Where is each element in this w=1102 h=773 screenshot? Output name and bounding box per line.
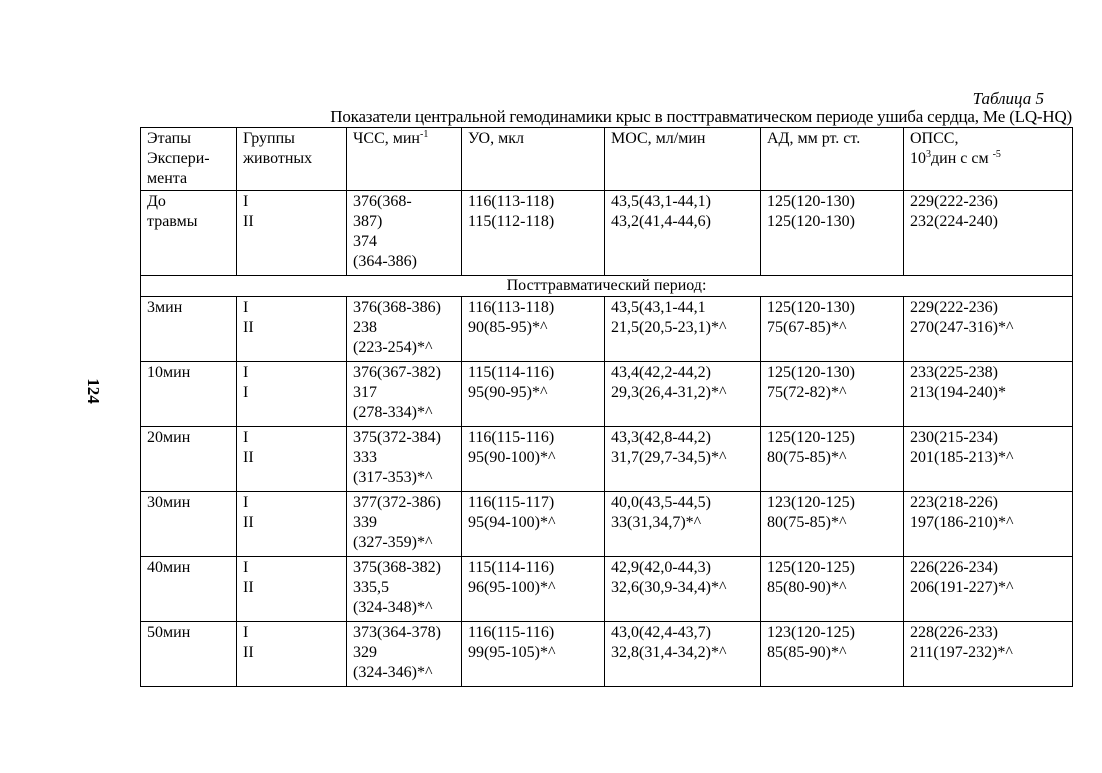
unit-base: 10 xyxy=(910,150,926,167)
cell-line: 80(75-85)*^ xyxy=(767,514,847,531)
cell-line: 40,0(43,5-44,5) xyxy=(611,494,711,511)
cell-line: I xyxy=(243,624,249,641)
cell-stage xyxy=(141,191,237,276)
cell-line: I xyxy=(243,299,249,316)
cell-heart-rate xyxy=(347,622,462,687)
cell-line: 29,3(26,4-31,2)*^ xyxy=(611,384,727,401)
cell-line: 43,0(42,4-43,7) xyxy=(611,624,711,641)
cell-line: 375(368-382) xyxy=(353,559,441,576)
cell-line: 95(94-100)*^ xyxy=(468,514,556,531)
cell-line: 115(114-116) xyxy=(468,559,555,576)
cell-line: I xyxy=(243,494,249,511)
cell-line: 375(372-384) xyxy=(353,429,441,446)
cell-group xyxy=(237,362,347,427)
cell-line: II xyxy=(243,213,254,230)
cell-heart-rate xyxy=(347,297,462,362)
cell-heart-rate xyxy=(347,191,462,276)
cell-line: 43,5(43,1-44,1) xyxy=(611,193,711,210)
cell-line: 197(186-210)*^ xyxy=(910,514,1014,531)
unit-exponent: -5 xyxy=(992,149,1001,160)
cell-blood-pressure xyxy=(761,191,904,276)
cell-line: 30мин xyxy=(147,494,191,511)
header-minute-volume-label: МОС, мл/мин xyxy=(611,130,706,147)
cell-heart-rate xyxy=(347,492,462,557)
cell-line: 116(113-118) xyxy=(468,299,555,316)
cell-group xyxy=(237,297,347,362)
cell-line: (278-334)*^ xyxy=(353,404,433,421)
cell-line: 116(115-117) xyxy=(468,494,555,511)
header-group-line: животных xyxy=(243,150,313,167)
header-stroke-volume xyxy=(462,128,605,191)
cell-line: 85(85-90)*^ xyxy=(767,644,847,661)
cell-line: 125(120-130) xyxy=(767,193,855,210)
cell-line: 228(226-233) xyxy=(910,624,998,641)
cell-blood-pressure xyxy=(761,427,904,492)
cell-stroke-volume xyxy=(462,622,605,687)
cell-line: (324-346)*^ xyxy=(353,664,433,681)
table-header xyxy=(141,128,1073,191)
cell-line: 33(31,34,7)*^ xyxy=(611,514,702,531)
cell-line: I xyxy=(243,364,249,381)
cell-line: I xyxy=(243,429,249,446)
cell-stage xyxy=(141,622,237,687)
header-blood-pressure xyxy=(761,128,904,191)
cell-stage xyxy=(141,557,237,622)
cell-group xyxy=(237,492,347,557)
cell-vascular-resistance xyxy=(904,622,1073,687)
cell-line: 20мин xyxy=(147,429,191,446)
table-row xyxy=(141,492,1073,557)
cell-vascular-resistance xyxy=(904,492,1073,557)
cell-line: 99(95-105)*^ xyxy=(468,644,556,661)
cell-group xyxy=(237,191,347,276)
cell-line: 123(120-125) xyxy=(767,494,855,511)
cell-line: 238 xyxy=(353,319,377,336)
cell-line: 376(368-386) xyxy=(353,299,441,316)
cell-line: 21,5(20,5-23,1)*^ xyxy=(611,319,727,336)
cell-line: 115(114-116) xyxy=(468,364,555,381)
table-row xyxy=(141,297,1073,362)
cell-line: 125(120-130) xyxy=(767,213,855,230)
cell-line: 226(226-234) xyxy=(910,559,998,576)
cell-line: 232(224-240) xyxy=(910,213,998,230)
header-heart-rate-label: ЧСС, мин xyxy=(353,130,420,147)
cell-line: 125(120-125) xyxy=(767,559,855,576)
cell-blood-pressure xyxy=(761,557,904,622)
cell-line: (364-386) xyxy=(353,253,417,270)
cell-line: 95(90-95)*^ xyxy=(468,384,548,401)
cell-line: 270(247-316)*^ xyxy=(910,319,1014,336)
cell-group xyxy=(237,622,347,687)
cell-line: 32,8(31,4-34,2)*^ xyxy=(611,644,727,661)
header-blood-pressure-label: АД, мм рт. ст. xyxy=(767,130,861,147)
cell-line: I xyxy=(243,384,249,401)
cell-line: (327-359)*^ xyxy=(353,534,433,551)
page-number: 124 xyxy=(84,378,103,404)
cell-heart-rate xyxy=(347,427,462,492)
cell-stroke-volume xyxy=(462,297,605,362)
cell-line: 85(80-90)*^ xyxy=(767,579,847,596)
header-vascular-resistance-unit xyxy=(910,149,1068,169)
cell-line: 116(115-116) xyxy=(468,429,555,446)
cell-line: 43,4(42,2-44,2) xyxy=(611,364,711,381)
cell-line: 3мин xyxy=(147,299,183,316)
header-stroke-volume-label: УО, мкл xyxy=(468,130,524,147)
header-vascular-resistance xyxy=(904,128,1073,191)
cell-line: (324-348)*^ xyxy=(353,599,433,616)
cell-minute-volume xyxy=(605,362,761,427)
cell-line: 125(120-125) xyxy=(767,429,855,446)
table-row xyxy=(141,427,1073,492)
cell-blood-pressure xyxy=(761,362,904,427)
cell-line: 376(368- xyxy=(353,193,412,210)
cell-line: 229(222-236) xyxy=(910,299,998,316)
cell-line: II xyxy=(243,644,254,661)
header-stage xyxy=(141,128,237,191)
cell-vascular-resistance xyxy=(904,362,1073,427)
cell-blood-pressure xyxy=(761,297,904,362)
header-minute-volume xyxy=(605,128,761,191)
cell-line: 116(115-116) xyxy=(468,624,555,641)
cell-line: 206(191-227)*^ xyxy=(910,579,1014,596)
cell-minute-volume xyxy=(605,427,761,492)
header-stage-line: мента xyxy=(147,170,188,187)
cell-vascular-resistance xyxy=(904,191,1073,276)
table-row xyxy=(141,362,1073,427)
cell-minute-volume xyxy=(605,557,761,622)
cell-line: 233(225-238) xyxy=(910,364,998,381)
cell-line: I xyxy=(243,559,249,576)
cell-line: 116(113-118) xyxy=(468,193,555,210)
hemodynamics-table xyxy=(140,127,1073,687)
cell-heart-rate xyxy=(347,557,462,622)
cell-group xyxy=(237,557,347,622)
cell-line: 40мин xyxy=(147,559,191,576)
cell-stage xyxy=(141,362,237,427)
cell-line: I xyxy=(243,193,249,210)
cell-line: (317-353)*^ xyxy=(353,469,433,486)
cell-line: 32,6(30,9-34,4)*^ xyxy=(611,579,727,596)
cell-line: 95(90-100)*^ xyxy=(468,449,556,466)
cell-line: 80(75-85)*^ xyxy=(767,449,847,466)
cell-line: 123(120-125) xyxy=(767,624,855,641)
cell-line: 10мин xyxy=(147,364,191,381)
table-row xyxy=(141,191,1073,276)
cell-stroke-volume xyxy=(462,557,605,622)
cell-line: 75(67-85)*^ xyxy=(767,319,847,336)
cell-line: 43,2(41,4-44,6) xyxy=(611,213,711,230)
unit-text: дин с см xyxy=(931,150,989,167)
cell-blood-pressure xyxy=(761,492,904,557)
cell-stage xyxy=(141,427,237,492)
header-group xyxy=(237,128,347,191)
section-title: Посттравматический период: xyxy=(141,276,1073,297)
cell-line: II xyxy=(243,579,254,596)
cell-stroke-volume xyxy=(462,191,605,276)
cell-group xyxy=(237,427,347,492)
cell-stage xyxy=(141,492,237,557)
cell-line: 373(364-378) xyxy=(353,624,441,641)
header-group-line: Группы xyxy=(243,130,295,147)
cell-vascular-resistance xyxy=(904,297,1073,362)
cell-line: 125(120-130) xyxy=(767,299,855,316)
cell-heart-rate xyxy=(347,362,462,427)
cell-vascular-resistance xyxy=(904,427,1073,492)
cell-line: 333 xyxy=(353,449,377,466)
cell-line: 213(194-240)* xyxy=(910,384,1006,401)
table-caption: Показатели центральной гемодинамики крыс в посттравматическом периоде ушиба сердца, Me (LQ-HQ) xyxy=(330,107,1072,126)
cell-line: 75(72-82)*^ xyxy=(767,384,847,401)
cell-line: 387) xyxy=(353,213,383,230)
table-label: Таблица 5 xyxy=(972,89,1044,108)
cell-line: II xyxy=(243,449,254,466)
header-heart-rate-unit-exponent: -1 xyxy=(420,129,429,140)
cell-minute-volume xyxy=(605,492,761,557)
cell-line: II xyxy=(243,514,254,531)
cell-line: 377(372-386) xyxy=(353,494,441,511)
cell-line: 42,9(42,0-44,3) xyxy=(611,559,711,576)
cell-line: 339 xyxy=(353,514,377,531)
cell-minute-volume xyxy=(605,297,761,362)
cell-line: 31,7(29,7-34,5)*^ xyxy=(611,449,727,466)
header-stage-line: Экспери- xyxy=(147,150,210,167)
header-stage-line: Этапы xyxy=(147,130,191,147)
table-row xyxy=(141,622,1073,687)
cell-line: 90(85-95)*^ xyxy=(468,319,548,336)
cell-stroke-volume xyxy=(462,362,605,427)
cell-line: 335,5 xyxy=(353,579,389,596)
cell-minute-volume xyxy=(605,191,761,276)
cell-line: 376(367-382) xyxy=(353,364,441,381)
cell-line: 329 xyxy=(353,644,377,661)
cell-line: 317 xyxy=(353,384,377,401)
cell-blood-pressure xyxy=(761,622,904,687)
cell-line: 115(112-118) xyxy=(468,213,555,230)
cell-line: 229(222-236) xyxy=(910,193,998,210)
cell-line: 211(197-232)*^ xyxy=(910,644,1013,661)
cell-line: травмы xyxy=(147,213,198,230)
cell-line: 374 xyxy=(353,233,377,250)
unit-base-exponent: 3 xyxy=(926,149,931,160)
cell-line: 230(215-234) xyxy=(910,429,998,446)
cell-vascular-resistance xyxy=(904,557,1073,622)
cell-line: 43,3(42,8-44,2) xyxy=(611,429,711,446)
table-body xyxy=(141,191,1073,687)
header-vascular-resistance-label: ОПСС, xyxy=(910,130,959,147)
cell-minute-volume xyxy=(605,622,761,687)
cell-line: 43,5(43,1-44,1 xyxy=(611,299,706,316)
cell-line: 50мин xyxy=(147,624,191,641)
cell-stroke-volume xyxy=(462,427,605,492)
cell-stage xyxy=(141,297,237,362)
cell-line: 201(185-213)*^ xyxy=(910,449,1014,466)
cell-line: (223-254)*^ xyxy=(353,339,433,356)
section-row xyxy=(141,276,1073,297)
header-heart-rate xyxy=(347,128,462,191)
cell-line: II xyxy=(243,319,254,336)
cell-stroke-volume xyxy=(462,492,605,557)
table-row xyxy=(141,557,1073,622)
cell-line: До xyxy=(147,193,166,210)
cell-line: 223(218-226) xyxy=(910,494,998,511)
cell-line: 125(120-130) xyxy=(767,364,855,381)
cell-line: 96(95-100)*^ xyxy=(468,579,556,596)
